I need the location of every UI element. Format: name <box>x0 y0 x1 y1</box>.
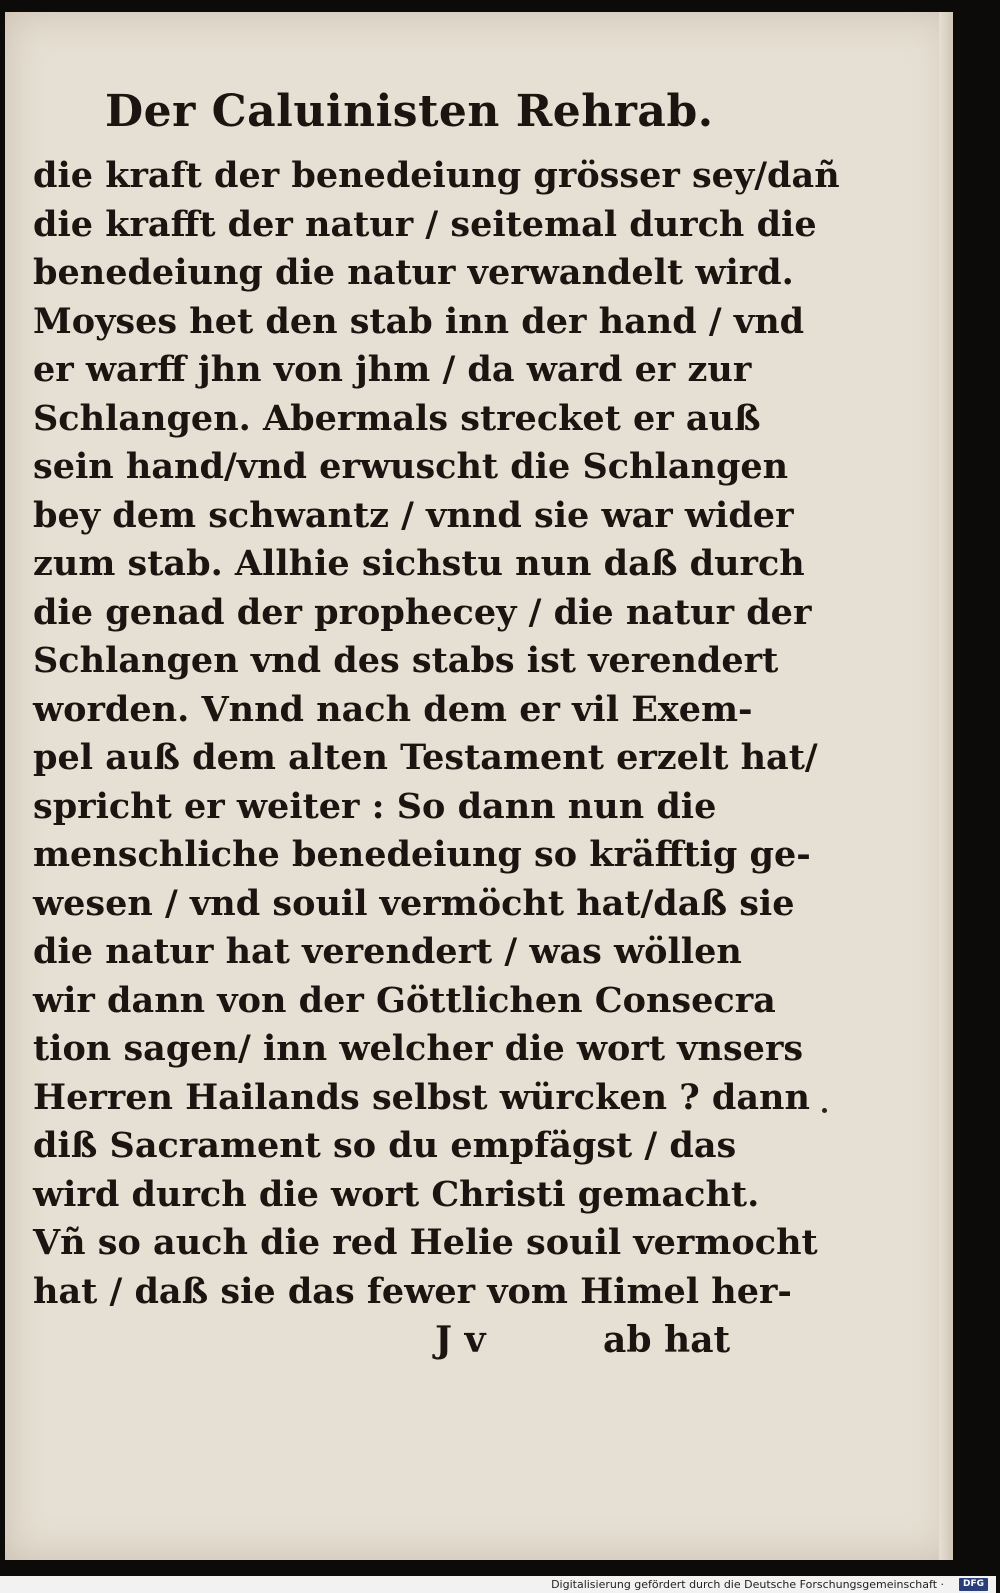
signature-mark: J v <box>435 1319 486 1361</box>
running-head: Der Caluinisten Rehrab. <box>105 86 714 137</box>
text-line: die natur hat verendert / was wöllen <box>33 931 742 972</box>
text-line: sein hand/vnd erwuscht die Schlangen <box>33 446 789 487</box>
text-line: hat / daß sie das fewer vom Himel her- <box>33 1270 792 1312</box>
text-line: die krafft der natur / seitemal durch die <box>33 203 817 245</box>
ink-speck <box>822 1108 827 1113</box>
text-line: bey dem schwantz / vnnd sie war wider <box>33 494 794 536</box>
text-line: wird durch die wort Christi gemacht. <box>33 1173 760 1215</box>
text-line: Vñ so auch die red Helie souil vermocht <box>33 1222 818 1263</box>
catchword: ab hat <box>603 1319 731 1361</box>
text-line: die genad der prophecey / die natur der <box>33 591 812 633</box>
text-line: menschliche benedeiung so kräfftig ge- <box>33 834 811 875</box>
signature-line <box>5 1316 953 1364</box>
body-text <box>33 152 840 1316</box>
footer-bar <box>0 1576 996 1593</box>
text-line: Herren Hailands selbst würcken ? dann <box>33 1076 810 1118</box>
dfg-logo-icon: DFG <box>959 1578 988 1591</box>
text-line: diß Sacrament so du empfägst / das <box>33 1125 737 1166</box>
footer-credit: Digitalisierung gefördert durch die Deutsche Forschungsgemeinschaft · <box>551 1578 944 1591</box>
text-line: benedeiung die natur verwandelt wird. <box>33 252 794 293</box>
text-line: die kraft der benedeiung grösser sey/dañ <box>33 155 840 196</box>
text-line: spricht er weiter : So dann nun die <box>33 785 717 827</box>
text-line: pel auß dem alten Testament erzelt hat/ <box>33 737 818 778</box>
text-line: Schlangen. Abermals strecket er auß <box>33 397 761 439</box>
book-page <box>5 12 953 1560</box>
text-line: Moyses het den stab inn der hand / vnd <box>33 300 805 342</box>
text-line: tion sagen/ inn welcher die wort vnsers <box>33 1028 804 1069</box>
text-line: wesen / vnd souil vermöcht hat/daß sie <box>33 882 795 924</box>
text-line: Schlangen vnd des stabs ist verendert <box>33 640 779 681</box>
text-line: wir dann von der Göttlichen Consecra <box>33 979 776 1021</box>
text-line: er warff jhn von jhm / da ward er zur <box>33 349 752 390</box>
text-line: zum stab. Allhie sichstu nun daß durch <box>33 543 805 584</box>
text-line: worden. Vnnd nach dem er vil Exem- <box>33 688 753 730</box>
